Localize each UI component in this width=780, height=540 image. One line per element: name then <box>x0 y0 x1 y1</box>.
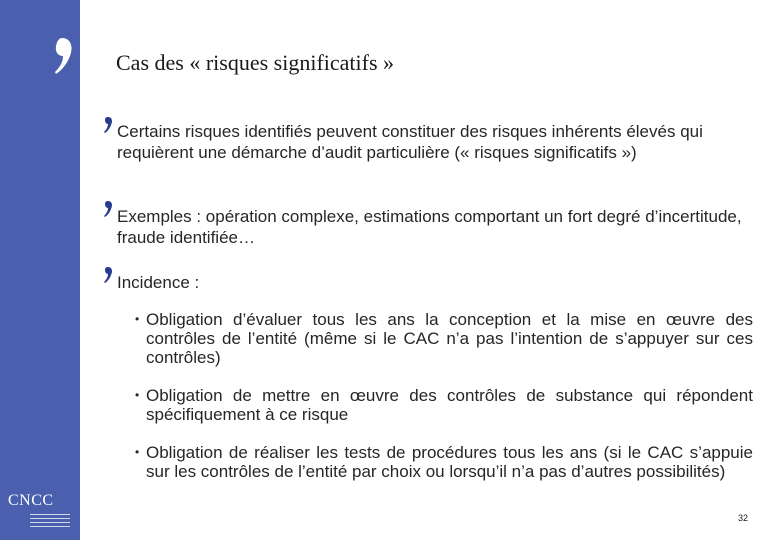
sub-bullet-dot: • <box>135 445 140 459</box>
logo-lines <box>30 514 70 530</box>
slide-title: Cas des « risques significatifs » <box>116 50 395 75</box>
sub-bullet-2-text: Obligation de mettre en œuvre des contrôles de substance qui répondent spécifiquement à ce risque <box>146 386 753 424</box>
bullet-comma-icon <box>103 200 113 218</box>
sub-bullet-dot: • <box>135 312 140 326</box>
sub-bullet-1-text: Obligation d’évaluer tous les ans la conception et la mise en œuvre des contrôles de l’entité (même si le CAC n’a pas l’intention de s’appuyer sur ces contrôles) <box>146 310 753 367</box>
bullet-3-text: Incidence : <box>117 273 200 292</box>
sub-bullet-3-text: Obligation de réaliser les tests de procédures tous les ans (si le CAC s’appuie sur les contrôles de l’entité par choix ou lorsqu’il n’a pas d’autres possibilités) <box>146 443 753 481</box>
title-comma-icon <box>50 36 76 76</box>
page-number: 32 <box>737 513 748 523</box>
bullet-comma-icon <box>103 116 113 134</box>
bullet-comma-icon <box>103 266 113 284</box>
sidebar-band <box>0 0 80 540</box>
bullet-2-text: Exemples : opération complexe, estimations comportant un fort degré d’incertitude, fraude identifiée… <box>117 207 742 247</box>
logo-text: CNCC <box>8 492 54 509</box>
cncc-logo <box>8 492 74 532</box>
bullet-1-text: Certains risques identifiés peuvent constituer des risques inhérents élevés qui requièrent une démarche d’audit particulière (« risques significatifs ») <box>117 122 703 162</box>
sub-bullet-dot: • <box>135 388 140 402</box>
